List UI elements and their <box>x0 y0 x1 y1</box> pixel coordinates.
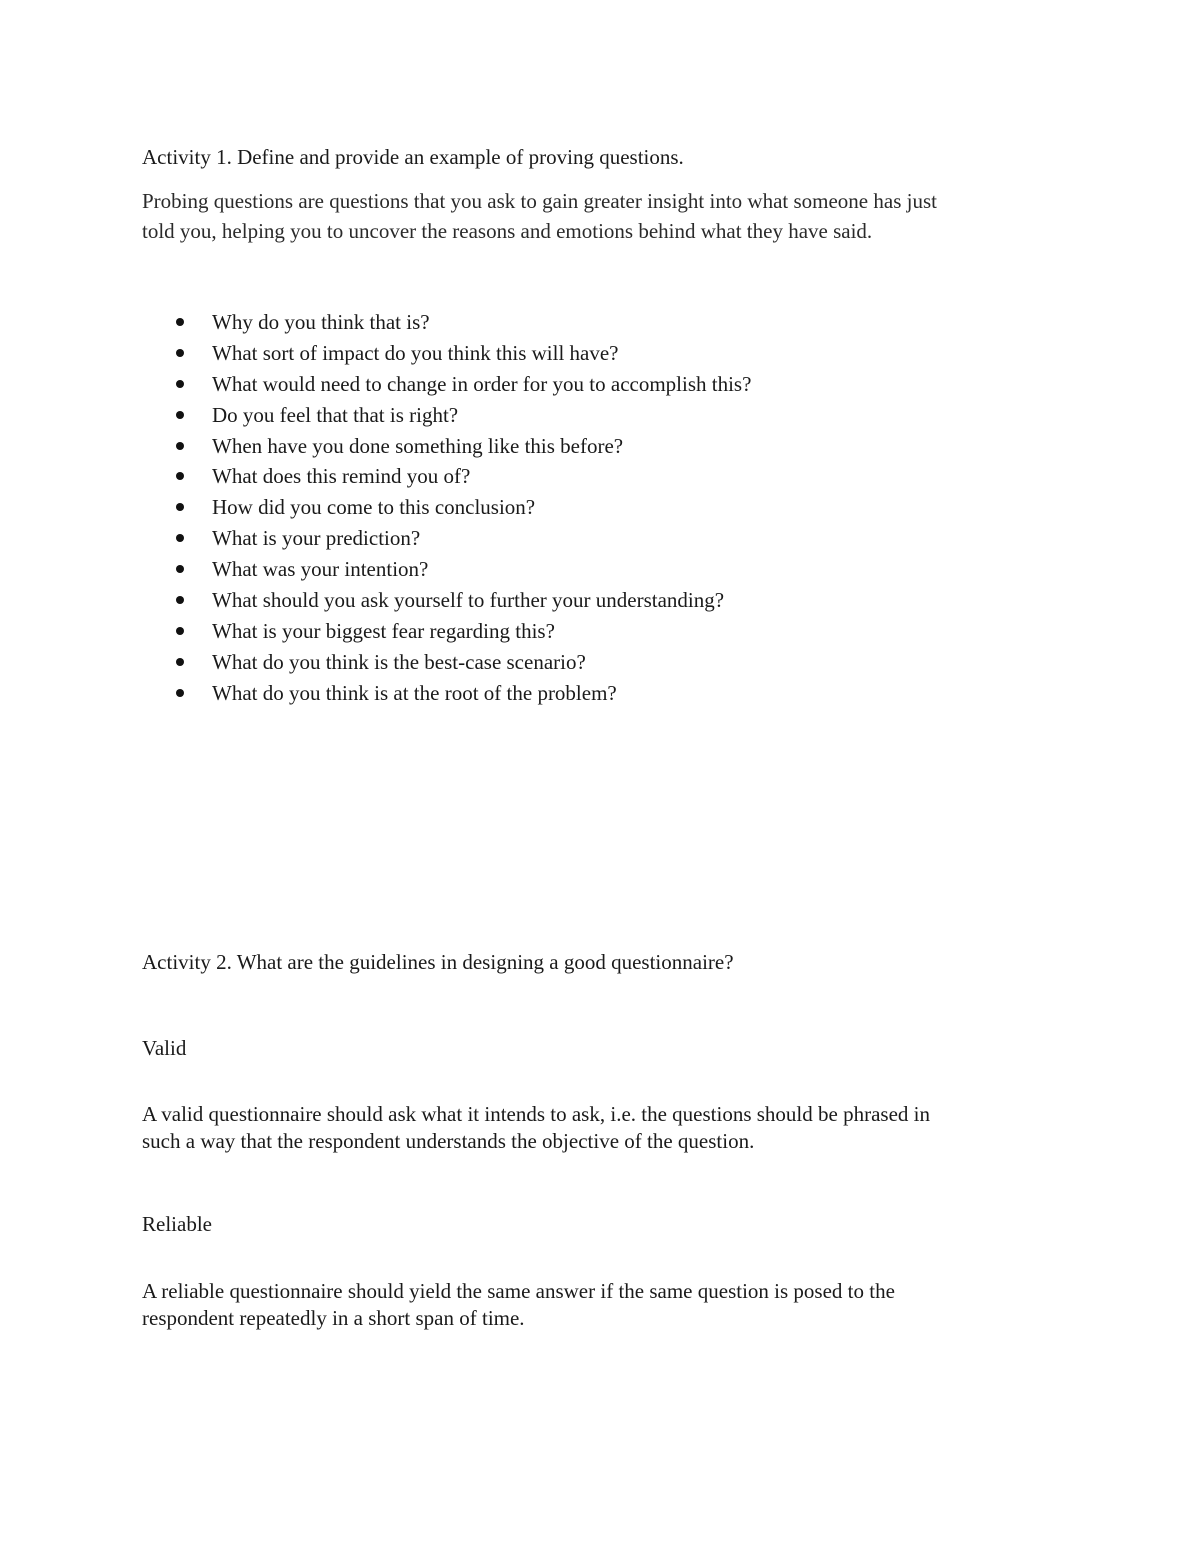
activity2-heading: Activity 2. What are the guidelines in designing a good questionnaire? <box>142 950 734 974</box>
reliable-line2: respondent repeatedly in a short span of time. <box>142 1306 525 1330</box>
bullet-icon <box>176 658 184 666</box>
bullet-icon <box>176 380 184 388</box>
bullet-icon <box>176 565 184 573</box>
bullet-icon <box>176 472 184 480</box>
bullet-icon <box>176 411 184 419</box>
bullet-icon <box>176 349 184 357</box>
activity1-heading: Activity 1. Define and provide an example of proving questions. <box>142 145 684 169</box>
bullet-icon <box>176 596 184 604</box>
activity1-definition-line1: Probing questions are questions that you ask to gain greater insight into what someone has just <box>142 189 937 213</box>
bullet-icon <box>176 627 184 635</box>
reliable-title: Reliable <box>142 1212 212 1236</box>
reliable-line1: A reliable questionnaire should yield the same answer if the same question is posed to the <box>142 1279 895 1303</box>
valid-line2: such a way that the respondent understands the objective of the question. <box>142 1129 755 1153</box>
bullet-icon <box>176 503 184 511</box>
bullet-icon <box>176 442 184 450</box>
bullet-icon <box>176 318 184 326</box>
document-page: Activity 1. Define and provide an example of proving questions. Probing questions are questions that you ask to gain greater insight into what someone has just told you, helping you to uncover the reasons and emotions behind what they have said. Why do you think that is? What sort of impact do you think this will have? What would need to change in order for you to accomplish this? Do you feel that that is right? When have you done something like this before? What does this remind you of? How did you come to this conclusion? What is your prediction? What was your intention? What should you ask yourself to further your understanding? What is your biggest fear regarding this? What do you think is the best-case scenario? What do you think is at the root of the problem? Activity 2. What are the guidelines in designing a good questionnaire? Valid A valid questionnaire should ask what it intends to ask, i.e. the questions should be phrased in such a way that the respondent understands the objective of the question. Reliable A reliable questionnaire should yield the same answer if the same question is posed to the respondent repeatedly in a short span of time. <box>0 0 1200 1553</box>
bullet-icon <box>176 534 184 542</box>
valid-line1: A valid questionnaire should ask what it intends to ask, i.e. the questions should be phrased in <box>142 1102 930 1126</box>
activity1-definition-line2: told you, helping you to uncover the reasons and emotions behind what they have said. <box>142 219 873 243</box>
bullet-icon <box>176 689 184 697</box>
valid-title: Valid <box>142 1036 187 1060</box>
